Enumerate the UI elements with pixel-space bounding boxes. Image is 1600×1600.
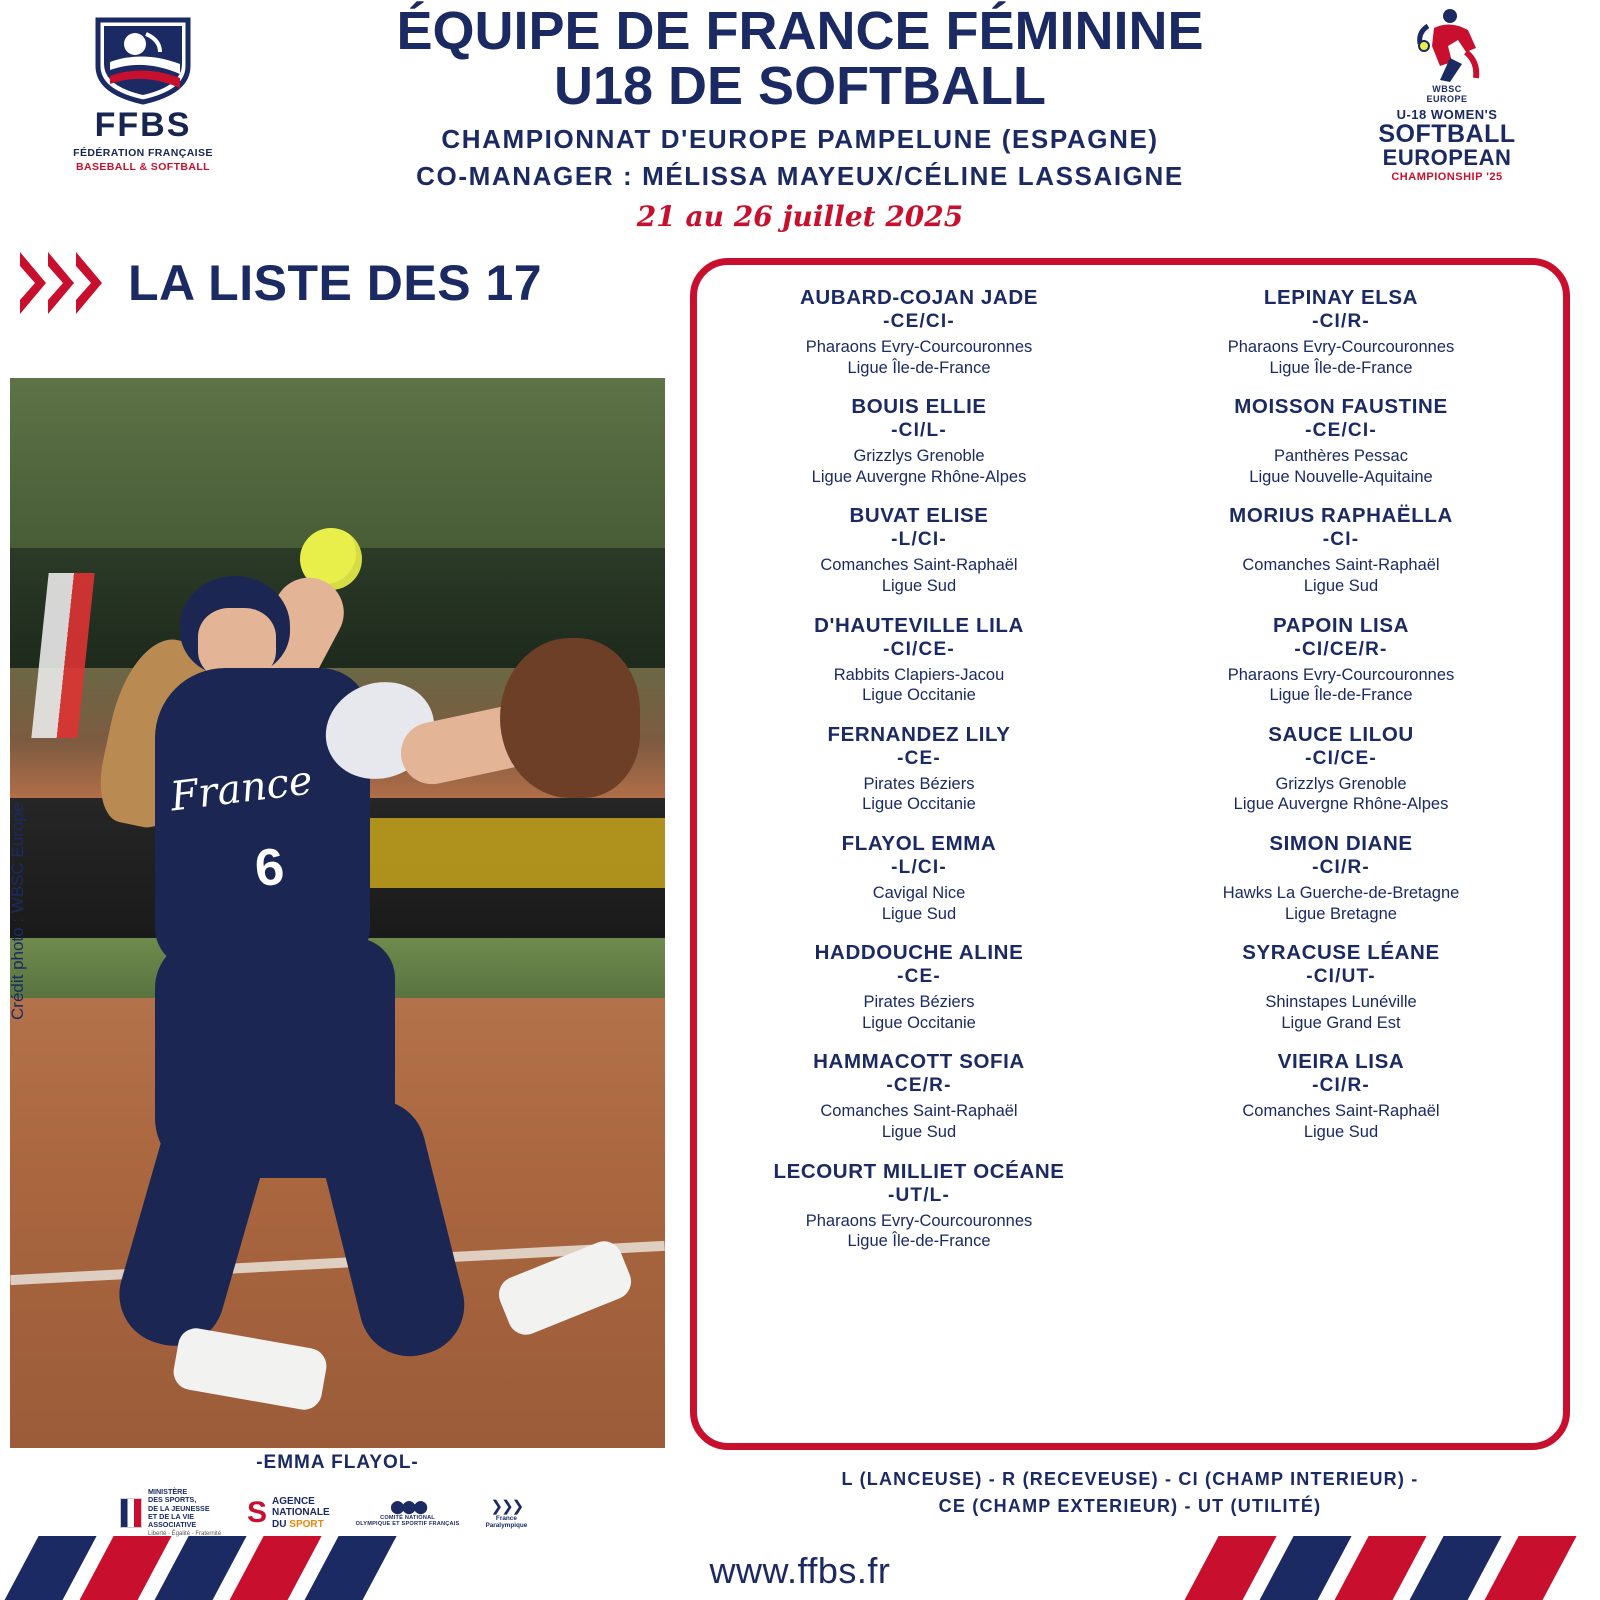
ans-line1: AGENCE	[272, 1495, 315, 1507]
cnosf-line1: COMITÉ NATIONAL	[380, 1515, 435, 1521]
player-name: LECOURT MILLIET OCÉANE	[773, 1159, 1065, 1183]
para-line1: France	[495, 1514, 517, 1522]
player-name: FERNANDEZ LILY	[827, 722, 1011, 746]
player-position: -CE/CI-	[883, 310, 955, 332]
player-club: Grizzlys Grenoble	[853, 447, 985, 466]
player-club: Pirates Béziers	[863, 993, 975, 1012]
player-entry	[1137, 396, 1545, 487]
player-ligue: Ligue Sud	[881, 1123, 957, 1141]
ffbs-line2: BASEBALL & SOFTBALL	[76, 161, 210, 173]
player-name: LEPINAY ELSA	[1263, 286, 1419, 309]
ans-line2: NATIONALE	[272, 1507, 330, 1519]
player-ligue: Ligue Île-de-France	[1269, 686, 1413, 705]
player-position: -CI-	[1322, 529, 1360, 551]
cnosf-logo	[356, 1499, 460, 1527]
website-url[interactable]: www.ffbs.fr	[709, 1550, 891, 1591]
player-club: Hawks La Guerche-de-Bretagne	[1222, 883, 1460, 902]
ffbs-line1: FÉDÉRATION FRANÇAISE	[73, 147, 213, 159]
player-position: -L/CI-	[891, 529, 947, 551]
wbsc-category: U-18 WOMEN'S	[1396, 107, 1498, 122]
player-position: -CE/R-	[886, 1075, 952, 1097]
france-paralympique-logo	[485, 1497, 527, 1529]
player-club: Pirates Béziers	[863, 774, 975, 793]
ffbs-shield-icon	[90, 14, 196, 106]
player-club: Shinstapes Lunéville	[1265, 993, 1417, 1012]
player-ligue: Ligue Grand Est	[1281, 1013, 1401, 1032]
player-ligue: Ligue Île-de-France	[847, 1232, 991, 1251]
player-club: Panthères Pessac	[1274, 447, 1408, 466]
player-name: AUBARD-COJAN JADE	[800, 286, 1038, 309]
ffbs-logo	[48, 14, 238, 173]
ans-mark-icon: S	[247, 1496, 268, 1529]
player-position: -CE/CI-	[1305, 420, 1377, 442]
player-entry	[715, 1051, 1123, 1142]
player-ligue: Ligue Sud	[1303, 576, 1379, 595]
player-club: Pharaons Evry-Courcouronnes	[1227, 337, 1455, 356]
player-ligue: Ligue Auvergne Rhône-Alpes	[811, 467, 1027, 486]
player-position: -CI/UT-	[1306, 966, 1376, 988]
player-club: Pharaons Evry-Courcouronnes	[805, 337, 1033, 356]
roster-panel	[690, 258, 1570, 1450]
player-ligue: Ligue Occitanie	[862, 795, 976, 814]
player-entry	[715, 287, 1123, 378]
player-name: PAPOIN LISA	[1272, 613, 1410, 637]
player-entry	[715, 833, 1123, 924]
title-block	[250, 1, 1350, 234]
player-entry	[715, 615, 1123, 706]
ans-line3: DU	[272, 1518, 287, 1530]
chevrons-icon	[20, 252, 102, 314]
player-entry	[715, 724, 1123, 815]
ministere-line2: DES SPORTS,	[148, 1495, 197, 1505]
ffbs-abbr: FFBS	[94, 106, 192, 144]
player-club: Rabbits Clapiers-Jacou	[833, 665, 1005, 684]
player-ligue: Ligue Île-de-France	[1269, 358, 1413, 377]
player-ligue: Ligue Auvergne Rhône-Alpes	[1233, 795, 1449, 814]
ministere-logo	[120, 1488, 221, 1538]
player-entry	[1137, 724, 1545, 815]
pitcher-figure	[70, 498, 610, 1428]
ministere-line5: ASSOCIATIVE	[148, 1520, 197, 1530]
player-ligue: Ligue Nouvelle-Aquitaine	[1249, 467, 1433, 486]
olympic-rings-icon: ⬤⬤⬤	[390, 1499, 425, 1514]
wbsc-name-softball: SOFTBALL	[1378, 120, 1516, 148]
french-flag-icon	[120, 1498, 142, 1528]
player-entry	[1137, 615, 1545, 706]
ans-line4: SPORT	[289, 1518, 324, 1530]
wbsc-name-championship: CHAMPIONSHIP '25	[1391, 170, 1503, 183]
softball-player-icon	[1352, 6, 1542, 84]
player-club: Comanches Saint-Raphaël	[820, 1102, 1018, 1121]
player-ligue: Ligue Sud	[881, 576, 957, 595]
player-name: MORIUS RAPHAËLLA	[1229, 504, 1453, 528]
agence-nationale-du-sport-logo	[247, 1496, 330, 1531]
player-club: Cavigal Nice	[872, 883, 966, 902]
paralympic-agitos-icon: ❯❯❯	[490, 1497, 523, 1515]
player-photo	[10, 378, 665, 1448]
player-ligue: Ligue Occitanie	[862, 1013, 976, 1032]
player-position: -CI/R-	[1312, 310, 1370, 332]
player-club: Pharaons Evry-Courcouronnes	[805, 1211, 1033, 1230]
roster-columns	[715, 287, 1545, 1425]
player-position: -CI/R-	[1312, 1075, 1370, 1097]
legend-line-1: L (LANCEUSE) - R (RECEVEUSE) - CI (CHAMP INTERIEUR) -	[841, 1469, 1419, 1489]
cnosf-line2: OLYMPIQUE ET SPORTIF FRANÇAIS	[355, 1521, 460, 1527]
player-name: SAUCE LILOU	[1268, 722, 1414, 746]
player-ligue: Ligue Sud	[881, 904, 957, 923]
player-name: HAMMACOTT SOFIA	[813, 1050, 1025, 1074]
player-name: D'HAUTEVILLE LILA	[814, 613, 1024, 637]
player-name: BUVAT ELISE	[849, 504, 989, 528]
photo-credit: Crédit photo : WBSC Europe	[8, 802, 27, 1020]
roster-column-left	[715, 287, 1123, 1425]
player-entry	[1137, 833, 1545, 924]
wbsc-europe-word: EUROPE	[1426, 94, 1468, 104]
player-position: -CI/L-	[891, 420, 947, 442]
title-line-2: U18 DE SOFTBALL	[553, 56, 1047, 117]
poster-header	[0, 0, 1600, 240]
wbsc-name-european: EUROPEAN	[1382, 144, 1512, 170]
player-name: SYRACUSE LÉANE	[1242, 941, 1440, 965]
player-entry	[715, 396, 1123, 487]
player-entry	[1137, 287, 1545, 378]
player-club: Grizzlys Grenoble	[1275, 774, 1407, 793]
poster-footer	[0, 1536, 1600, 1600]
jersey-text: France	[167, 757, 316, 821]
championship-subtitle: CHAMPIONNAT D'EUROPE PAMPELUNE (ESPAGNE)	[441, 124, 1159, 155]
player-ligue: Ligue Occitanie	[862, 686, 976, 705]
player-club: Comanches Saint-Raphaël	[820, 556, 1018, 575]
player-entry	[1137, 505, 1545, 596]
jersey-number: 6	[252, 837, 287, 899]
player-position: -CI/CE-	[1305, 747, 1377, 769]
player-position: -CE-	[897, 747, 941, 769]
wbsc-word: WBSC	[1432, 84, 1462, 94]
player-ligue: Ligue Sud	[1303, 1123, 1379, 1141]
ministere-line3: DE LA JEUNESSE	[148, 1503, 210, 1513]
legend-line-2: CE (CHAMP EXTERIEUR) - UT (UTILITÉ)	[938, 1496, 1322, 1516]
player-entry	[715, 505, 1123, 596]
player-ligue: Ligue Île-de-France	[847, 358, 991, 377]
player-club: Comanches Saint-Raphaël	[1242, 556, 1440, 575]
title-line-1: ÉQUIPE DE FRANCE FÉMININE	[396, 1, 1204, 61]
player-entry	[1137, 942, 1545, 1033]
player-photo-image	[10, 378, 665, 1448]
player-name: FLAYOL EMMA	[841, 832, 997, 856]
player-name: VIEIRA LISA	[1277, 1050, 1405, 1074]
list-title-row	[20, 252, 660, 314]
ministere-motto: Liberté · Égalité · Fraternité	[148, 1531, 222, 1538]
para-line2: Paralympique	[485, 1522, 528, 1529]
ministere-line4: ET DE LA VIE	[148, 1511, 195, 1521]
player-name: MOISSON FAUSTINE	[1234, 395, 1448, 419]
player-entry	[1137, 1051, 1545, 1142]
player-position: -CI/CE-	[883, 638, 955, 660]
player-club: Pharaons Evry-Courcouronnes	[1227, 665, 1455, 684]
player-name: BOUIS ELLIE	[851, 395, 987, 419]
player-position: -CE-	[897, 966, 941, 988]
list-title: LA LISTE DES 17	[128, 255, 543, 311]
player-entry	[715, 942, 1123, 1033]
player-name: SIMON DIANE	[1269, 832, 1413, 856]
player-position: -UT/L-	[887, 1184, 951, 1206]
event-dates: 21 au 26 juillet 2025	[636, 200, 964, 234]
player-entry	[715, 1161, 1123, 1252]
photo-caption: -EMMA FLAYOL-	[256, 1452, 419, 1473]
managers-line: CO-MANAGER : MÉLISSA MAYEUX/CÉLINE LASSAIGNE	[416, 161, 1184, 192]
wbsc-europe-logo	[1352, 6, 1542, 183]
position-legend	[690, 1466, 1570, 1520]
player-position: -CI/CE/R-	[1294, 638, 1388, 660]
roster-column-right	[1137, 287, 1545, 1425]
ministere-line1: MINISTÈRE	[148, 1487, 188, 1496]
player-club: Comanches Saint-Raphaël	[1242, 1102, 1440, 1121]
player-position: -L/CI-	[891, 856, 947, 878]
player-ligue: Ligue Bretagne	[1285, 904, 1397, 923]
player-position: -CI/R-	[1312, 856, 1370, 878]
player-name: HADDOUCHE ALINE	[814, 941, 1024, 965]
